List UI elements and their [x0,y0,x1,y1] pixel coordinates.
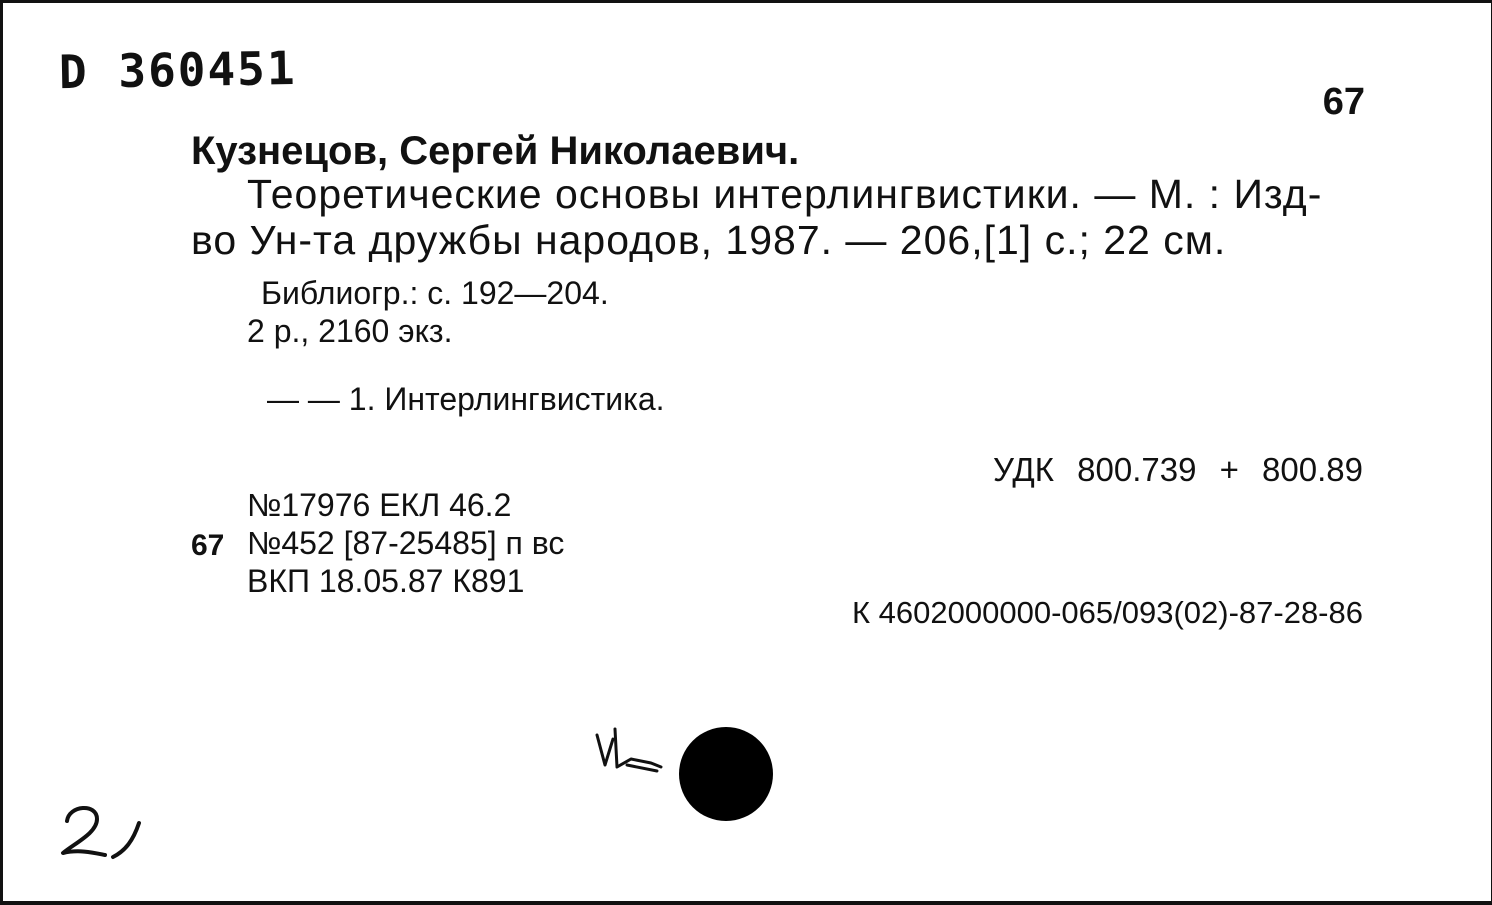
accession-line-2: №452 [87-25485] п вс [247,525,565,561]
accession-line-3: ВКП 18.05.87 К891 [247,563,525,599]
classification-number-bottom: 67 [191,529,225,562]
accession-line-1: №17976 ЕКЛ 46.2 [247,487,512,523]
subject-heading: — — 1. Интерлингвистика. [267,381,665,417]
price-print-run: 2 р., 2160 экз. [247,313,453,349]
udc-code: УДК 800.739 + 800.89 [992,451,1363,488]
title-line-1: Теоретические основы интерлингвистики. — М. : Изд- [247,171,1323,217]
call-number: D 360451 [58,40,298,100]
handwritten-mark [591,725,665,779]
punch-hole [679,727,773,821]
title-line-2: во Ун-та дружбы народов, 1987. — 206,[1] с.; 22 см. [191,217,1227,263]
author-heading: Кузнецов, Сергей Николаевич. [191,129,800,173]
publication-code: К 4602000000-065/093(02)-87-28-86 [851,595,1363,630]
handwritten-numeral [55,797,147,865]
classification-number-top: 67 [1322,81,1365,123]
bibliography-note: Библиогр.: с. 192—204. [261,275,609,311]
